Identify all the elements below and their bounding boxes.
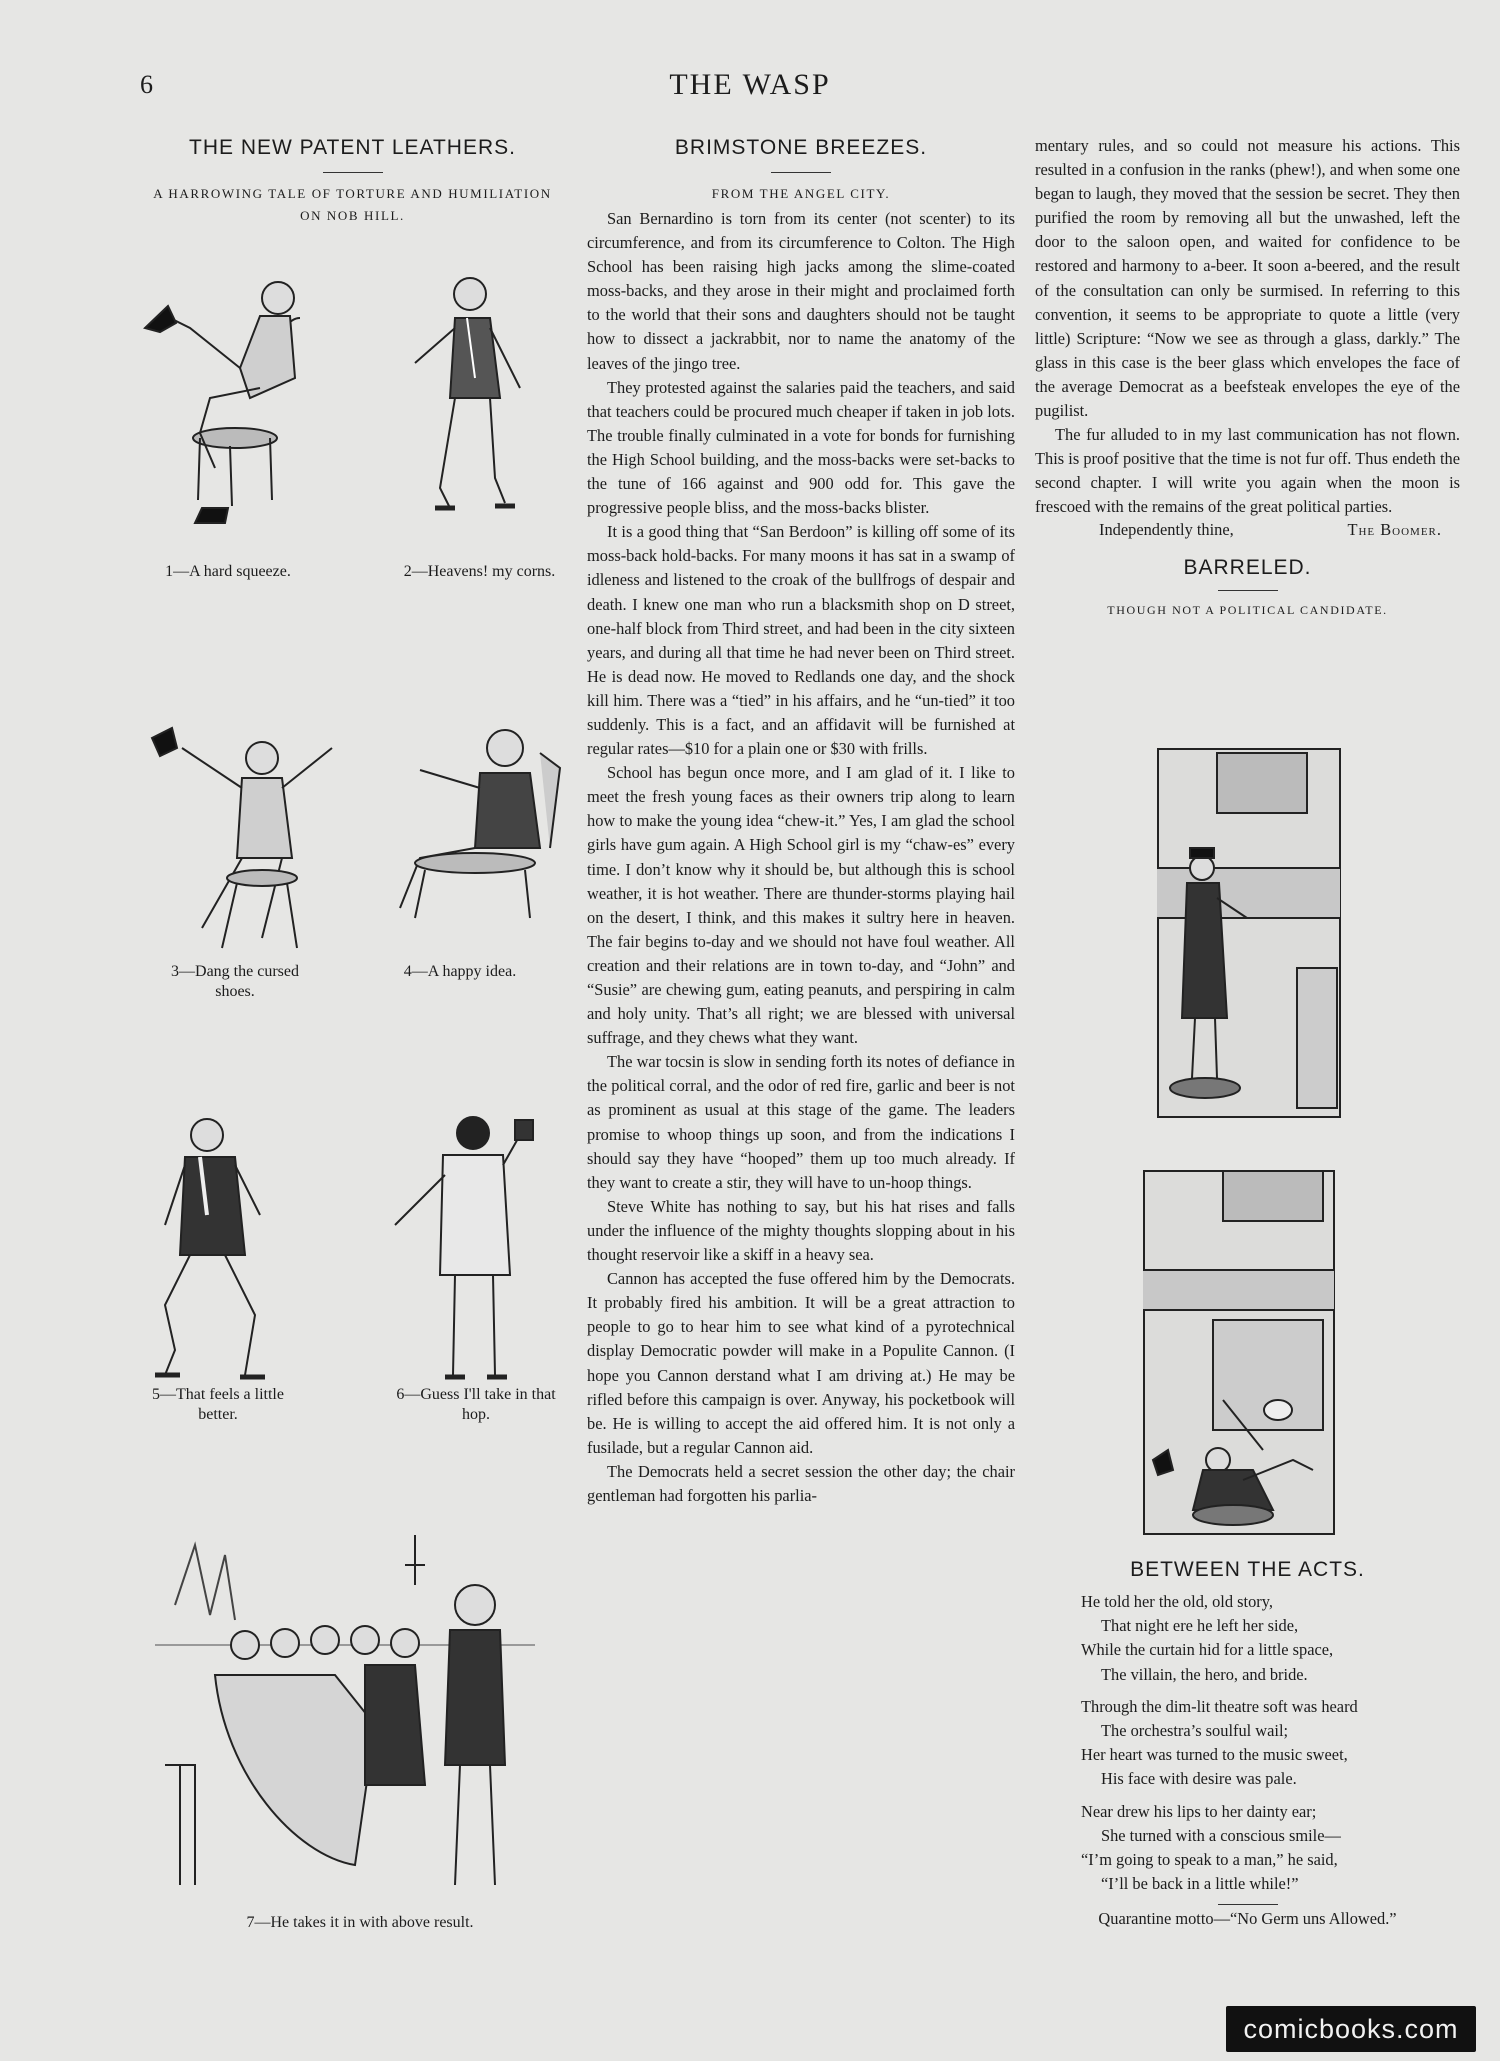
poem-line: His face with desire was pale. xyxy=(1101,1769,1297,1789)
poem-line: Through the dim-lit theatre soft was heard xyxy=(1081,1696,1358,1716)
cartoon-barreled-panel-1 xyxy=(1157,748,1341,1118)
caption-4: 4—A happy idea. xyxy=(403,963,517,980)
comic-panel-7 xyxy=(155,1525,535,1900)
quarantine-motto: Quarantine motto—“No Germ uns Allowed.” xyxy=(1098,1909,1397,1929)
story-subheading: A HARROWING TALE OF TORTURE AND HUMILIATION ON NOB HILL. xyxy=(153,186,552,223)
poem-line: That night ere he left her side, xyxy=(1101,1616,1299,1636)
paragraph: They protested against the salaries paid the teachers, and said that teachers could be procured much cheaper if taken in job lots. The trouble finally culminated in a vote for bonds for furnishing the High School building, and the moss-backs were set-backs to the tune of 166 against and 900 odd for. This gave the progressive people bliss, and the moss-backs blister. xyxy=(587,377,1015,518)
heading-rule xyxy=(771,172,831,173)
poem-stanza xyxy=(1081,1590,1460,1687)
middle-column xyxy=(587,130,1015,1508)
poem-block xyxy=(1035,1558,1460,1929)
signature: The Boomer. xyxy=(1347,519,1442,539)
article-body xyxy=(587,207,1015,1508)
poem-line: She turned with a conscious smile— xyxy=(1101,1825,1341,1845)
poem-rule xyxy=(1218,1904,1278,1905)
paragraph: It is a good thing that “San Berdoon” is killing off some of its moss-back hold-backs. For many moons it has sat in a swamp of idleness and listened to the croak of the bullfrogs of despair and death. I knew one man who run a blacksmith shop on D street, one-half block from Third street, and had been in the city sixteen years, and during all that time he had never been on Third street. He is dead now. He moved to Redlands one day, and the shock kill him. There was a “tied” in his affairs, and he “un-tied” it too suddenly. This is a fact, and an affidavit will be furnished at regular rates—$10 for a plain one or $30 with frills. xyxy=(587,522,1015,759)
comic-panel-2 xyxy=(395,268,565,558)
heading-rule xyxy=(1218,590,1278,591)
caption-2: 2—Heavens! my corns. xyxy=(403,563,556,580)
comic-panel-5 xyxy=(145,1105,305,1385)
poem-line: While the curtain hid for a little space, xyxy=(1081,1640,1334,1660)
story-subheading: FROM THE ANGEL CITY. xyxy=(711,186,891,201)
masthead-title: THE WASP xyxy=(669,68,831,101)
paragraph: San Bernardino is torn from its center (not scenter) to its circumference, and from its circumference to Colton. The High School has been raising high jacks among the slime-coated moss-backs, and they arose in their might and proclaimed forth to the world that their sons and daughters should not be taught how to dissect a jackrabbit, nor to name the anatomy of the leaves of the jingo tree. xyxy=(587,209,1015,373)
paragraph: Cannon has accepted the fuse offered him by the Democrats. It probably fired his ambition. It will be a great attraction to people to go to hear him to see what kind of a pyrotechnical display Democratic powder will make in a Populite Cannon. (I hope you Cannon derstand what I am driving at.) He may be rifled before this campaign is over. Anyway, his pocketbook will be. He is willing to accept the aid offered him. It is not only a fusilade, but a regular Cannon aid. xyxy=(587,1269,1015,1457)
poem-line: The villain, the hero, and bride. xyxy=(1101,1664,1308,1684)
signoff: Independently thine, xyxy=(1099,519,1234,539)
poem-line: “I’m going to speak to a man,” he said, xyxy=(1081,1850,1338,1870)
caption-5: 5—That feels a little better. xyxy=(152,1386,284,1423)
caption-1: 1—A hard squeeze. xyxy=(165,563,291,580)
poem-line: Near drew his lips to her dainty ear; xyxy=(1081,1801,1317,1821)
poem-line: He told her the old, old story, xyxy=(1081,1592,1273,1611)
cartoon-barreled-panel-2 xyxy=(1143,1170,1335,1535)
story-heading: THE NEW PATENT LEATHERS. xyxy=(189,136,516,159)
comic-panel-1 xyxy=(140,268,340,558)
comic-panel-4 xyxy=(380,708,565,968)
poem-line: “I’ll be back in a little while!” xyxy=(1101,1874,1299,1894)
paragraph: mentary rules, and so could not measure his actions. This resulted in a confusion in the ranks (phew!), and when some one began to laugh, they moved that the session be secret. They then purified the room by removing all but the unwashed, left the door to the saloon open, and waited for confidence to be restored and harmony to a-beer. It soon a-beered, and the result of the consultation can only be surmised. In referring to this convention, it seems to be appropriate to quote a little (very little) Scripture: “Now we see as through a glass, darkly.” The glass in this case is the beer glass which envelopes the face of the average Democrat as a beefsteak envelopes the eye of the pugilist. xyxy=(1035,136,1460,421)
right-column xyxy=(1035,134,1460,621)
caption-3: 3—Dang the cursed shoes. xyxy=(171,963,299,1000)
poem-body xyxy=(1035,1590,1460,1896)
poem-heading: BETWEEN THE ACTS. xyxy=(1130,1558,1365,1581)
poem-line: The orchestra’s soulful wail; xyxy=(1101,1721,1289,1741)
story-heading: BRIMSTONE BREEZES. xyxy=(674,136,928,159)
paragraph: The fur alluded to in my last communication has not flown. This is proof positive that the time is not fur off. Thus endeth the second chapter. I will write you again when the moon is frescoed with the remains of the great political parties. xyxy=(1035,425,1460,517)
left-column xyxy=(140,130,565,227)
paragraph: The Democrats held a secret session the other day; the chair gentleman had forgotten his parlia- xyxy=(587,1461,1015,1505)
heading-rule xyxy=(323,172,383,173)
signature-line xyxy=(1035,520,1460,540)
article-continuation xyxy=(1035,134,1460,520)
poem-line: Her heart was turned to the music sweet, xyxy=(1081,1745,1348,1765)
comic-panel-6 xyxy=(385,1105,565,1385)
paragraph: The war tocsin is slow in sending forth its notes of defiance in the political corral, and the odor of red fire, garlic and beer is not as prominent as usual at this stage of the game. The leaders promise to whoop things up soon, and from the indications I should say they have “hooped” them up too much already. If they want to create a stir, they will have to un-hoop things. xyxy=(587,1052,1015,1192)
paragraph: Steve White has nothing to say, but his hat rises and falls under the influence of the mighty thoughts slopping about in his thought reservoir like a skiff in a heavy sea. xyxy=(587,1196,1015,1265)
poem-stanza xyxy=(1081,1800,1460,1897)
poem-stanza xyxy=(1081,1695,1460,1792)
watermark-logo: comicbooks.com xyxy=(1226,2006,1476,2052)
page-number: 6 xyxy=(140,70,153,99)
cartoon-subheading: THOUGH NOT A POLITICAL CANDIDATE. xyxy=(1107,602,1388,617)
paragraph: School has begun once more, and I am glad of it. I like to meet the fresh young faces as their owners trip along to learn how to make the young idea “chew-it.” Yes, I am glad the school girls have gum again. A High School girl is my “chaw-es” every time. I don’t know why it should be, but although this is school weather, it is hot weather. There are thunder-storms playing hail on the desert, I think, and this makes it sultry here in heaven. The fair begins to-day and we should not have foul weather. All creation and their relations are in town to-day, and “John” and “Susie” are chewing gum, eating peanuts, and perspiring in calm and holy unity. That’s all right; we are blessed with universal suffrage, and they chews what they want. xyxy=(587,763,1015,1048)
cartoon-heading: BARRELED. xyxy=(1183,555,1312,579)
caption-7: 7—He takes it in with above result. xyxy=(246,1914,474,1931)
caption-6: 6—Guess I'll take in that hop. xyxy=(396,1386,556,1423)
comic-panel-3 xyxy=(142,708,367,968)
